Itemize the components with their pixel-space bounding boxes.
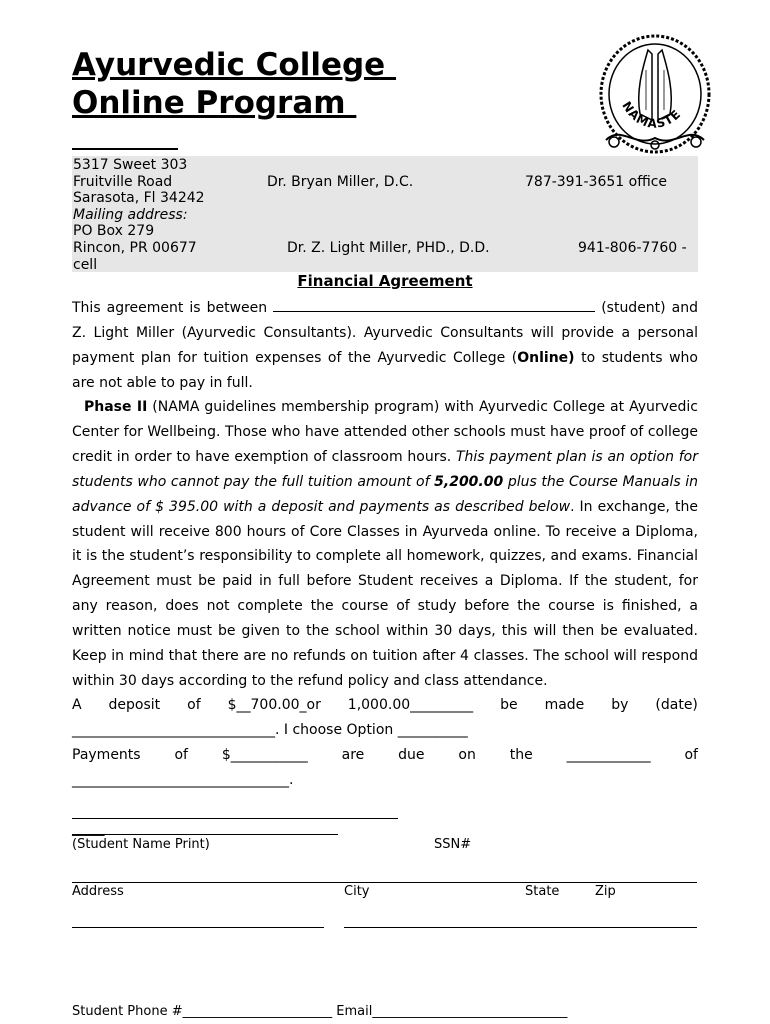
doctor-1: Dr. Bryan Miller, D.C. bbox=[267, 174, 414, 190]
payments-row bbox=[72, 747, 698, 763]
address-line-2: Fruitville Road bbox=[73, 174, 173, 190]
state-label: State bbox=[525, 884, 560, 899]
option-line bbox=[72, 722, 468, 738]
option-text: . I choose Option bbox=[275, 722, 394, 738]
payments-word: Payments bbox=[72, 747, 141, 763]
signature-line[interactable] bbox=[72, 818, 398, 819]
payments-word: on bbox=[458, 747, 476, 763]
ssn-label: SSN# bbox=[434, 837, 472, 852]
email-label: Email bbox=[336, 1004, 373, 1019]
email-blank[interactable]: ______________________________ bbox=[372, 1004, 568, 1019]
p1-text-c: to students who are not able to pay in full. bbox=[72, 349, 698, 391]
deposit-amount-700[interactable]: $__700.00_or bbox=[227, 697, 321, 713]
payment-amount-blank[interactable]: $___________ bbox=[221, 747, 308, 763]
p2-italic-a: This payment plan is an option for students who cannot pay the full tuition amount of bbox=[72, 448, 699, 490]
p2-text-a: (NAMA guidelines membership program) with Ayurvedic College at Ayurvedic Center for Wellbeing. Those who have attended other schools must have proof of college credit in order to have exemption of classroom hours. bbox=[72, 399, 698, 465]
title-rule bbox=[72, 148, 178, 150]
address-label: Address bbox=[72, 884, 124, 899]
deposit-word: A bbox=[72, 697, 82, 713]
phone-email-row bbox=[72, 1004, 567, 1019]
payments-word: of bbox=[174, 747, 188, 763]
phase-ii-bold: Phase II bbox=[84, 399, 148, 415]
namaste-logo bbox=[596, 30, 714, 155]
praying-hands-icon bbox=[596, 30, 714, 155]
zip-label: Zip bbox=[595, 884, 616, 899]
agreement-paragraph-1 bbox=[72, 296, 698, 396]
logo-text: NAMASTE bbox=[619, 98, 684, 131]
payments-word: due bbox=[398, 747, 425, 763]
deposit-word: made bbox=[544, 697, 585, 713]
city-label: City bbox=[344, 884, 370, 899]
address-line[interactable] bbox=[72, 882, 697, 883]
option-blank[interactable]: __________ bbox=[397, 722, 468, 738]
date-blank[interactable]: _____________________________ bbox=[72, 722, 275, 738]
address-line-3: Sarasota, Fl 34242 bbox=[73, 190, 205, 206]
address-line-1: 5317 Sweet 303 bbox=[73, 157, 188, 173]
payments-word: the bbox=[509, 747, 533, 763]
student-name-blank[interactable] bbox=[273, 297, 595, 312]
deposit-word: of bbox=[187, 697, 201, 713]
deposit-row bbox=[72, 697, 698, 713]
page-title: Ayurvedic College bbox=[72, 47, 397, 83]
deposit-word: deposit bbox=[108, 697, 161, 713]
payment-day-blank[interactable]: ____________ bbox=[566, 747, 651, 763]
p1-text-b: (student) and Z. Light Miller (Ayurvedic Consultants). Ayurvedic Consultants will provide a personal payment plan for tuition expenses of the Ayurvedic College ( bbox=[72, 300, 698, 366]
deposit-amount-1000[interactable]: 1,000.00_________ bbox=[347, 697, 474, 713]
extra-line-right[interactable] bbox=[344, 927, 697, 928]
student-name-line[interactable] bbox=[72, 834, 338, 835]
mailing-line-2: Rincon, PR 00677 bbox=[73, 240, 197, 256]
phone-label: Student Phone # bbox=[72, 1004, 183, 1019]
payments-word: are bbox=[341, 747, 365, 763]
p2-text-b: . In exchange, the student will receive 800 hours of Core Classes in Ayurveda online. To receive a Diploma, it is the student’s responsibility to complete all homework, quizzes, and exams. Financial Agreement must be paid in full before Student receives a Diploma. If the student, for any reason, does not complete the course of study before the course is finished, a written notice must be given to the school within 30 days, this will then be evaluated. Keep in mind that there are no refunds on tuition after 4 classes. The school will respond within 30 days according to the refund policy and class attendance. bbox=[72, 498, 698, 689]
tuition-amount: 5,200.00 bbox=[434, 473, 504, 490]
mailing-line-3: cell bbox=[73, 257, 98, 273]
extra-line-left[interactable] bbox=[72, 927, 324, 928]
phone-blank[interactable]: _______________________ bbox=[182, 1004, 333, 1019]
mailing-label: Mailing address: bbox=[73, 207, 188, 223]
p2-italic-b: plus the Course Manuals in advance of $ 395.00 with a deposit and payments as described below bbox=[72, 473, 698, 515]
student-name-prefix: _____ bbox=[72, 822, 105, 837]
agreement-paragraph-2 bbox=[72, 395, 698, 694]
deposit-word: be bbox=[500, 697, 518, 713]
phone-2: 941-806-7760 - bbox=[578, 240, 687, 256]
deposit-date-label: (date) bbox=[655, 697, 698, 713]
p1-online-bold: Online) bbox=[517, 349, 575, 366]
agreement-heading: Financial Agreement bbox=[297, 272, 473, 290]
student-name-label: (Student Name Print) bbox=[72, 837, 210, 852]
payment-month-blank[interactable]: _______________________________ bbox=[72, 772, 289, 788]
doctor-2: Dr. Z. Light Miller, PHD., D.D. bbox=[287, 240, 490, 256]
deposit-word: by bbox=[611, 697, 629, 713]
period: . bbox=[289, 772, 294, 788]
payments-word: of bbox=[684, 747, 698, 763]
payments-end-line bbox=[72, 772, 293, 788]
phone-1: 787-391-3651 office bbox=[525, 174, 668, 190]
mailing-line-1: PO Box 279 bbox=[73, 223, 155, 239]
page-subtitle: Online Program bbox=[72, 85, 357, 121]
p1-text-a: This agreement is between bbox=[72, 300, 274, 316]
